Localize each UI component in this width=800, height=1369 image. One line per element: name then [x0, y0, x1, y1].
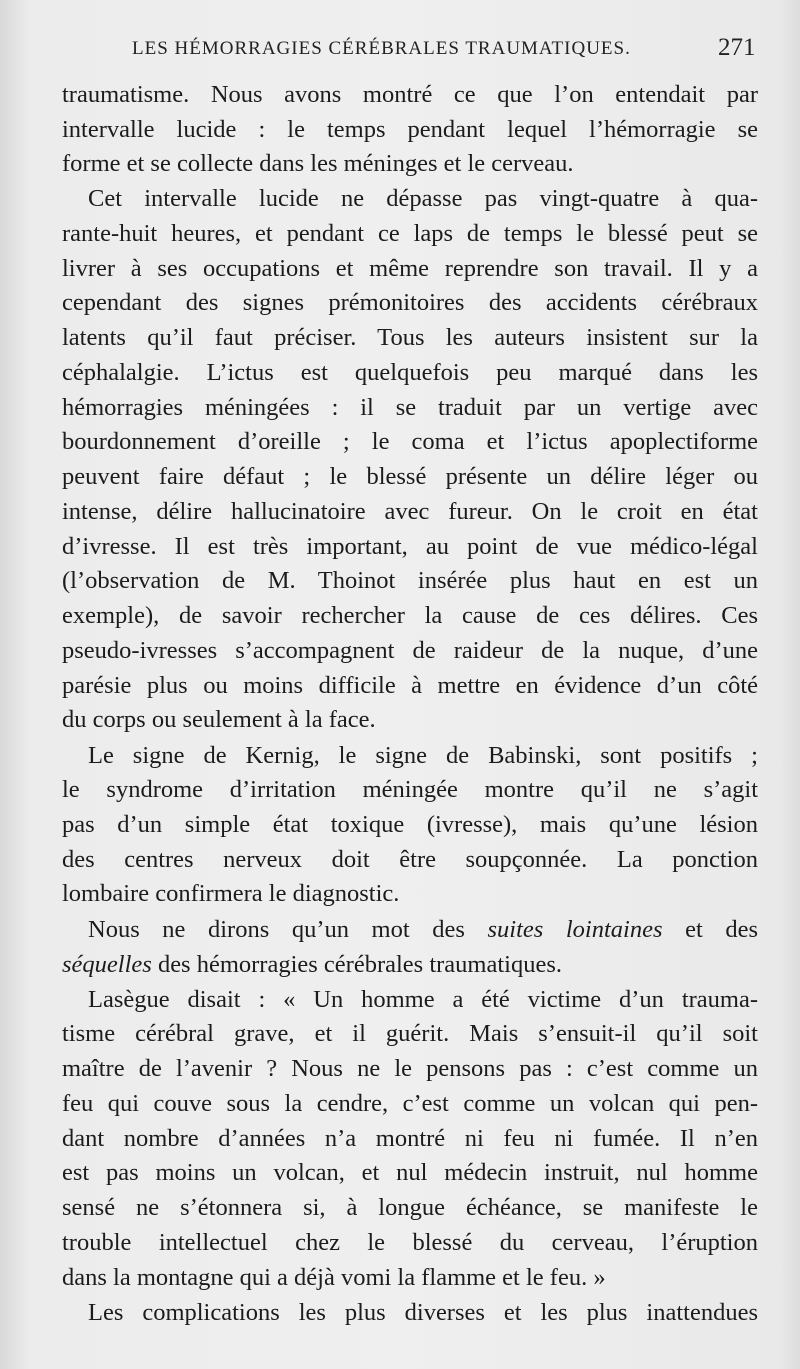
text-line: lombaire confirmera le diagnostic. — [62, 880, 400, 907]
text-line: parésie plus ou moins difficile à mettre en évidence d’un côté — [62, 672, 758, 699]
text-line: peuvent faire défaut ; le blessé présente un délire léger ou — [62, 463, 758, 490]
paragraph-first-line: Le signe de Kernig, le signe de Babinski, sont positifs ; — [88, 742, 758, 769]
text-line: trouble intellectuel chez le blessé du cerveau, l’éruption — [62, 1229, 758, 1256]
text-line: dans la montagne qui a déjà vomi la flamme et le feu. » — [62, 1264, 606, 1291]
text-run: des hémorragies cérébrales traumatiques. — [151, 951, 563, 978]
text-run: Nous ne dirons qu’un mot des — [88, 916, 488, 943]
text-line: forme et se collecte dans les méninges et le cerveau. — [62, 150, 574, 177]
text-line: sensé ne s’étonnera si, à longue échéance, se manifeste le — [62, 1194, 758, 1221]
text-line: pseudo-ivresses s’accompagnent de raideur de la nuque, d’une — [62, 637, 758, 664]
text-line: des centres nerveux doit être soupçonnée. La ponction — [62, 846, 758, 873]
paragraph-first-line — [88, 913, 758, 947]
text-line: latents qu’il faut préciser. Tous les auteurs insistent sur la — [62, 324, 758, 351]
text-line: cependant des signes prémonitoires des accidents cérébraux — [62, 289, 758, 316]
text-line: hémorragies méningées : il se traduit par un vertige avec — [62, 394, 758, 421]
text-line: céphalalgie. L’ictus est quelquefois peu marqué dans les — [62, 359, 758, 386]
text-line: d’ivresse. Il est très important, au point de vue médico-légal — [62, 533, 758, 560]
text-line: le syndrome d’irritation méningée montre qu’il ne s’agit — [62, 776, 758, 803]
text-line: livrer à ses occupations et même reprendre son travail. Il y a — [62, 255, 758, 282]
text-line: (l’observation de M. Thoinot insérée plus haut en est un — [62, 567, 758, 594]
paragraph-first-line: Lasègue disait : « Un homme a été victime d’un trauma- — [88, 986, 758, 1013]
paragraph-first-line: Les complications les plus diverses et les plus inattendues — [88, 1299, 758, 1326]
text-line: bourdonnement d’oreille ; le coma et l’ictus apoplectiforme — [62, 428, 758, 455]
text-line: rante-huit heures, et pendant ce laps de temps le blessé peut se — [62, 220, 758, 247]
text-line: dant nombre d’années n’a montré ni feu ni fumée. Il n’en — [62, 1125, 758, 1152]
italic-term: séquelles — [62, 951, 152, 978]
text-line: du corps ou seulement à la face. — [62, 706, 376, 733]
text-line: intervalle lucide : le temps pendant lequel l’hémorragie se — [62, 116, 758, 143]
text-line: maître de l’avenir ? Nous ne le pensons pas : c’est comme un — [62, 1055, 758, 1082]
text-run: et des — [662, 916, 759, 943]
text-line: feu qui couve sous la cendre, c’est comme un volcan qui pen- — [62, 1090, 758, 1117]
page-number: 271 — [718, 34, 756, 61]
text-line: tisme cérébral grave, et il guérit. Mais s’ensuit-il qu’il soit — [62, 1020, 758, 1047]
text-line: exemple), de savoir rechercher la cause de ces délires. Ces — [62, 602, 758, 629]
running-title: LES HÉMORRAGIES CÉRÉBRALES TRAUMATIQUES. — [132, 38, 631, 59]
text-line: est pas moins un volcan, et nul médecin instruit, nul homme — [62, 1159, 758, 1186]
italic-term: suites lointaines — [487, 916, 663, 943]
text-line — [62, 948, 758, 982]
text-line: traumatisme. Nous avons montré ce que l’on entendait par — [62, 81, 758, 108]
paragraph-first-line: Cet intervalle lucide ne dépasse pas vingt-quatre à qua- — [88, 185, 758, 212]
text-line: intense, délire hallucinatoire avec fureur. On le croit en état — [62, 498, 758, 525]
text-line: pas d’un simple état toxique (ivresse), mais qu’une lésion — [62, 811, 758, 838]
